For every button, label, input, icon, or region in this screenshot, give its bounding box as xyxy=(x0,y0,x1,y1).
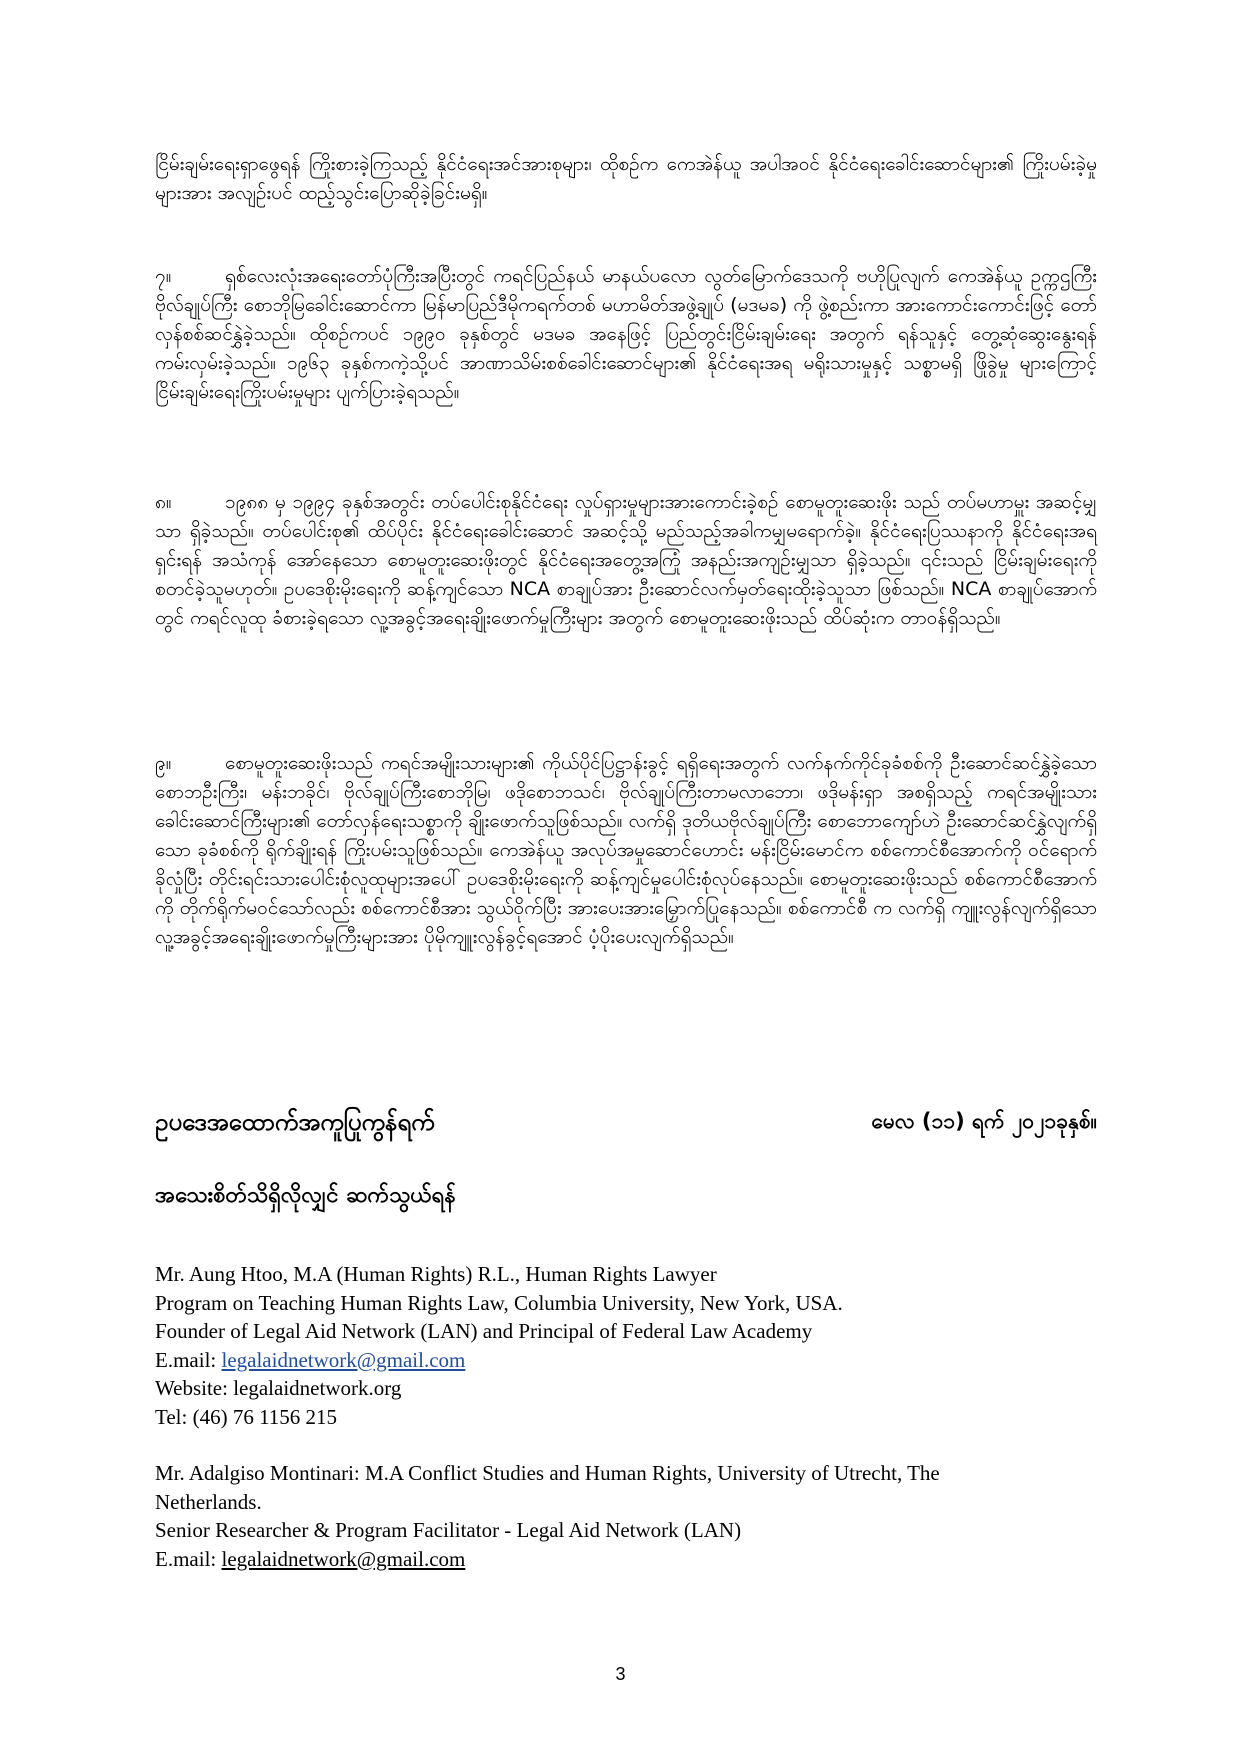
paragraph-7 xyxy=(155,262,1097,407)
contact-2-role: Senior Researcher & Program Facilitator - Legal Aid Network (LAN) xyxy=(155,1518,742,1542)
document-date: မေလ (၁၁) ရက် ၂၀၂၁ခုနှစ်။ xyxy=(871,1109,1097,1133)
contact-2-name-continued: Netherlands. xyxy=(155,1489,262,1514)
contact-heading: အသေးစိတ်သိရှိလိုလျှင် ဆက်သွယ်ရန် xyxy=(155,1183,456,1208)
spacer xyxy=(155,1431,1097,1459)
paragraph-7-text: ရှစ်လေးလုံးအရေးတော်ပုံကြီးအပြီးတွင် ကရင်ပြည်နယ် မာနယ်ပလော လွတ်မြောက်ဒေသကို ဗဟိုပြုလျက် ကေအဲန်ယူ ဥက္ကဌကြီး ဗိုလ်ချုပ်ကြီး စောဘိုမြခေါင်းဆောင်ကာ မြန်မာပြည်ဒီမိုကရက်တစ် မဟာမိတ်အဖွဲ့ချုပ် (မဒမခ) ကို ဖွဲ့စည်းကာ အားကောင်းကောင်းဖြင့် တော်လှန်စစ်ဆင်နွှဲခဲ့သည်။ ထိုစဉ်ကပင် ၁၉၉၀ ခုနှစ်တွင် မဒမခ အနေဖြင့် ပြည်တွင်းငြိမ်းချမ်းရေး အတွက် ရန်သူနှင့် တွေ့ဆုံဆွေးနွေးရန် ကမ်းလှမ်းခဲ့သည်။ ၁၉၆၃ ခုနှစ်ကကဲ့သို့ပင် အာဏာသိမ်းစစ်ခေါင်းဆောင်များ၏ နိုင်ငံရေးအရ မရိုးသားမှုနှင့် သစ္စာမရှိ ဖြိုခွဲမှု များကြောင့် ငြိမ်းချမ်းရေးကြိုးပမ်းမှုများ ပျက်ပြားခဲ့ရသည်။ xyxy=(155,265,1097,403)
contact-1-name: Mr. Aung Htoo, M.A (Human Rights) R.L., Human Rights Lawyer xyxy=(155,1262,717,1286)
contact-2-email-link[interactable]: legalaidnetwork@gmail.com xyxy=(221,1546,466,1571)
organization-name: ဥပဒေအထောက်အကူပြုကွန်ရက် xyxy=(155,1108,435,1136)
email-label: E.mail: xyxy=(155,1347,222,1372)
contact-2-email-line xyxy=(155,1545,1097,1574)
paragraph-number: ၇။ xyxy=(155,265,172,287)
contact-block xyxy=(155,1260,1097,1573)
paragraph-8-text: ၁၉၈၈ မှ ၁၉၉၄ ခုနှစ်အတွင်း တပ်ပေါင်းစုနိုင်ငံရေး လှုပ်ရှားမှုများအားကောင်းခဲ့စဉ် စောမူတူးဆေးဖိုး သည် တပ်မဟာမှူး အဆင့်မျှသာ ရှိခဲ့သည်။ တပ်ပေါင်းစု၏ ထိပ်ပိုင်း နိုင်ငံရေးခေါင်းဆောင် အဆင့်သို့ မည်သည့်အခါကမျှမရောက်ခဲ့။ နိုင်ငံရေးပြဿနာကို နိုင်ငံရေးအရရှင်းရန် အသံကုန် အော်နေသော စောမူတူးဆေးဖိုးတွင် နိုင်ငံရေးအတွေ့အကြုံ အနည်းအကျဉ်းမျှသာ ရှိခဲ့သည်။ ၎င်းသည် ငြိမ်းချမ်းရေးကို စတင်ခဲ့သူမဟုတ်။ ဥပဒေစိုးမိုးရေးကို ဆန့်ကျင်သော NCA စာချုပ်အား ဦးဆောင်လက်မှတ်ရေးထိုးခဲ့သူသာ ဖြစ်သည်။ NCA စာချုပ်အောက်တွင် ကရင်လူထု ခံစားခဲ့ရသော လူ့အခွင့်အရေးချိုးဖောက်မှုကြီးများ အတွက် စောမူတူးဆေးဖိုးသည် ထိပ်ဆုံးက တာဝန်ရှိသည်။ xyxy=(155,491,1097,629)
contact-2-name: Mr. Adalgiso Montinari: M.A Conflict Studies and Human Rights, University of Utrecht, The xyxy=(155,1461,940,1485)
contact-1-role: Founder of Legal Aid Network (LAN) and Principal of Federal Law Academy xyxy=(155,1319,813,1343)
contact-1-program: Program on Teaching Human Rights Law, Columbia University, New York, USA. xyxy=(155,1290,843,1315)
paragraph-number: ၈။ xyxy=(155,491,172,513)
paragraph-9-text: စောမူတူးဆေးဖိုးသည် ကရင်အမျိုးသားများ၏ ကိုယ်ပိုင်ပြဋ္ဌာန်းခွင့် ရရှိရေးအတွက် လက်နက်ကိုင်ခုခံစစ်ကို ဦးဆောင်ဆင်နွှဲခဲ့သော စောဘဦးကြီး၊ မန်းဘခိုင်၊ ဗိုလ်ချုပ်ကြီးစောဘိုမြ၊ ဖဒိုစောဘသင်၊ ဗိုလ်ချုပ်ကြီးတာမလာဘော၊ ဖဒိုမန်းရှာ အစရှိသည့် ကရင်အမျိုးသား ခေါင်းဆောင်ကြီးများ၏ တော်လှန်ရေးသစ္စာကို ချိုးဖောက်သူဖြစ်သည်။ လက်ရှိ ဒုတိယဗိုလ်ချုပ်ကြီး စောဘောကျော်ဟဲ ဦးဆောင်ဆင်နွှဲလျက်ရှိသော ခုခံစစ်ကို ရိုက်ချိုးရန် ကြိုးပမ်းသူဖြစ်သည်။ ကေအဲန်ယူ အလုပ်အမှုဆောင်ဟောင်း မန်းငြိမ်းမောင်က စစ်ကောင်စီအောက်ကို ဝင်ရောက်ခိုလှုံပြီး တိုင်းရင်းသားပေါင်းစုံလူထုများအပေါ် ဥပဒေစိုးမိုးရေးကို ဆန့်ကျင်မှုပေါင်းစုံလုပ်နေသည်။ စောမူတူးဆေးဖိုးသည် စစ်ကောင်စီအောက်ကို တိုက်ရိုက်မဝင်သော်လည်း စစ်ကောင်စီအား သွယ်ဝိုက်ပြီး အားပေးအားမြှောက်ပြုနေသည်။ စစ်ကောင်စီ က လက်ရှိ ကျူးလွန်လျက်ရှိသော လူ့အခွင့်အရေးချိုးဖောက်မှုကြီးများအား ပိုမိုကျူးလွန်ခွင့်ရအောင် ပံ့ပိုးပေးလျက်ရှိသည်။ xyxy=(155,752,1097,948)
contact-1-tel: Tel: (46) 76 1156 215 xyxy=(155,1404,338,1429)
signature-heading-row xyxy=(155,1106,1097,1146)
page-number: 3 xyxy=(615,1664,626,1684)
paragraph-9 xyxy=(155,749,1097,952)
paragraph-intro-text: ငြိမ်းချမ်းရေးရှာဖွေရန် ကြိုးစားခဲ့ကြသည့် နိုင်ငံရေးအင်အားစုများ၊ ထိုစဉ်က ကေအဲန်ယူ အပါအဝင် နိုင်ငံရေးခေါင်းဆောင်များ၏ ကြိုးပမ်းခဲ့မှုများအား အလျဉ်းပင် ထည့်သွင်းပြောဆိုခဲ့ခြင်းမရှိ။ xyxy=(155,153,1097,204)
paragraph-8 xyxy=(155,488,1097,633)
contact-1-email-line xyxy=(155,1346,1097,1375)
paragraph-number: ၉။ xyxy=(155,752,172,774)
email-label: E.mail: xyxy=(155,1546,222,1571)
contact-1-email-link[interactable]: legalaidnetwork@gmail.com xyxy=(221,1347,466,1372)
paragraph-intro xyxy=(155,150,1097,208)
contact-1-website: Website: legalaidnetwork.org xyxy=(155,1376,402,1400)
